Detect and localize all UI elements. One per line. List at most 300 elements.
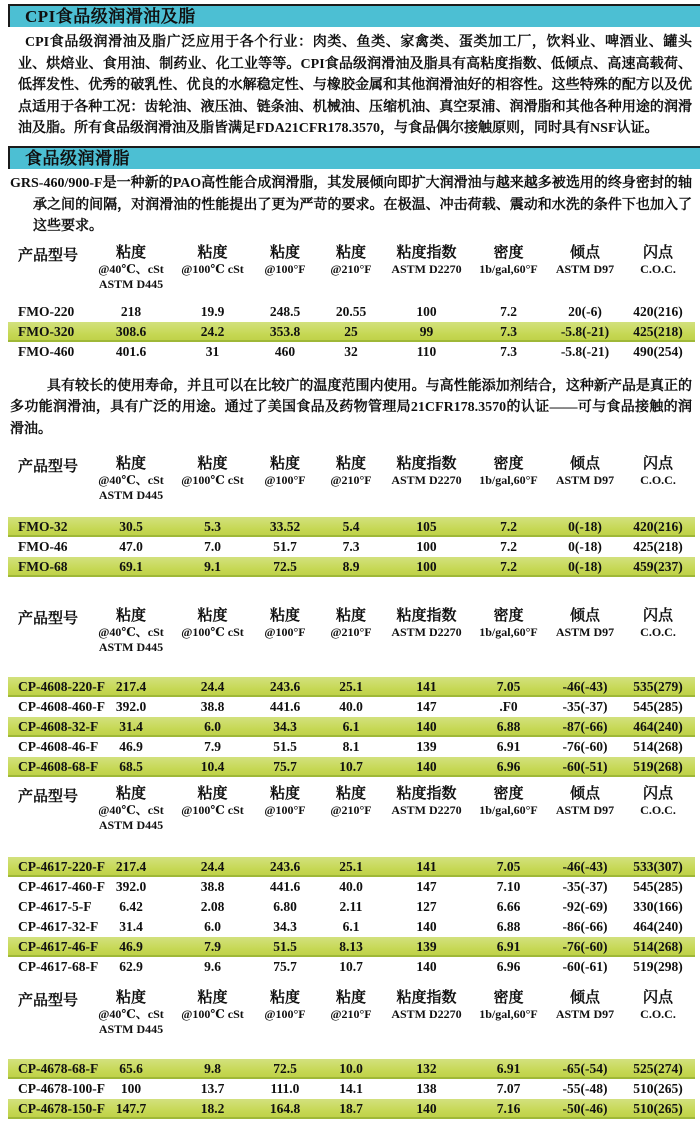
table-row [8,757,695,777]
column-header-line3: ASTM D445 [98,817,164,832]
value-cell: 62.9 [119,958,143,974]
value-cell: 139 [416,938,437,954]
value-cell: 164.8 [269,1100,301,1116]
column-header-line1: 密度 [493,785,524,802]
value-cell: 392.0 [115,878,147,894]
column-header-product: 产品型号 [18,458,79,475]
table-row [8,917,695,937]
column-header [385,785,468,833]
column-header-line1: 粘度 [197,455,228,472]
column-header-line1: 粘度 [197,244,228,261]
column-header-line2: @100°F [264,624,306,639]
column-header [468,607,549,655]
column-header [621,455,695,503]
value-cell: 31.4 [119,718,143,734]
table-body [8,302,695,362]
column-header-line1: 倾点 [569,244,600,261]
column-header-line1: 粘度 [335,455,366,472]
product-model-cell: CP-4608-220-F [18,678,105,694]
value-cell: 100 [416,303,437,319]
column-header-line1: 粘度 [197,989,228,1006]
column-header-line1: 粘度 [115,244,146,261]
column-header-line2: ASTM D97 [555,624,615,639]
value-cell: 51.5 [273,938,297,954]
column-header [317,455,385,503]
column-header-line1: 粘度 [269,244,300,261]
table-row [8,302,695,322]
column-header [90,455,172,503]
value-cell: 514(268) [633,938,683,954]
product-model-cell: FMO-320 [18,323,75,339]
value-cell: 7.3 [500,343,517,359]
table-row [8,537,695,557]
table-body [8,1059,695,1119]
column-header-product: 产品型号 [18,247,79,264]
column-header-line1: 闪点 [642,244,673,261]
value-cell: 105 [416,518,437,534]
column-header-line2: 1b/gal,60°F [479,472,538,487]
column-header-line2: C.O.C. [640,1006,676,1021]
value-cell: 0(-18) [568,518,602,534]
value-cell: 519(268) [633,758,683,774]
column-header [621,244,695,292]
value-cell: 140 [416,958,437,974]
value-cell: 100 [416,538,437,554]
table-header-row [8,244,695,292]
value-cell: 218 [120,303,142,319]
table-row [8,1099,695,1119]
value-cell: 147 [416,878,437,894]
value-cell: 6.42 [119,898,143,914]
value-cell: 7.16 [496,1100,521,1116]
column-header-line2: @100°F [264,472,306,487]
value-cell: 100 [416,558,437,574]
table-row [8,677,695,697]
column-header [317,785,385,833]
value-cell: -87(-66) [562,718,608,734]
value-cell: .F0 [499,698,518,714]
value-cell: 464(240) [633,718,683,734]
table-row [8,897,695,917]
value-cell: 420(216) [633,303,683,319]
column-header-product: 产品型号 [18,788,79,805]
column-header-line1: 粘度 [269,607,300,624]
column-header-line1: 闪点 [642,989,673,1006]
column-header [172,455,253,503]
column-header [253,607,317,655]
value-cell: 441.6 [269,878,301,894]
table-header-row [8,989,695,1037]
value-cell: 51.7 [273,538,297,554]
value-cell: -55(-48) [562,1080,608,1096]
spec-table-cp4608 [8,607,695,777]
column-header-line1: 倾点 [569,607,600,624]
column-header [549,785,621,833]
value-cell: 308.6 [115,323,147,339]
column-header-line1: 闪点 [642,607,673,624]
column-header-line2: C.O.C. [640,802,676,817]
value-cell: 6.91 [496,738,521,754]
value-cell: 8.13 [339,938,363,954]
value-cell: 30.5 [119,518,143,534]
value-cell: 10.4 [200,758,225,774]
value-cell: 420(216) [633,518,683,534]
value-cell: 18.2 [200,1100,225,1116]
column-header-line2: 1b/gal,60°F [479,261,538,276]
value-cell: 7.3 [500,323,517,339]
column-header-line2: ASTM D97 [555,802,615,817]
value-cell: 141 [416,678,437,694]
value-cell: 25.1 [339,858,363,874]
value-cell: 510(265) [633,1080,683,1096]
column-header-line2: @100°F [264,802,306,817]
column-header [549,244,621,292]
value-cell: 401.6 [115,343,147,359]
value-cell: 2.11 [339,898,363,914]
column-header-line2: @100℃ cSt [181,261,244,276]
column-header-line1: 粘度 [115,989,146,1006]
product-model-cell: CP-4617-5-F [18,898,92,914]
column-header [317,607,385,655]
table-row [8,1079,695,1099]
column-header-line2: ASTM D2270 [391,624,462,639]
table-header-row [8,455,695,503]
grease-intro-paragraph: GRS-460/900-F是一种新的PAO高性能合成润滑脂，其发展倾向即扩大润滑油与越来越多被选用的终身密封的轴承之间的间隔，对润滑油的性能提出了更为严苛的要求。在极温、冲击荷载、震动和水洗的条件下也加入了这些要求。 [10,175,692,235]
value-cell: 7.05 [496,678,521,694]
column-header-line1: 粘度 [115,607,146,624]
product-model-cell: CP-4617-32-F [18,918,99,934]
value-cell: 7.2 [500,538,517,554]
value-cell: 31 [205,343,220,359]
column-header-line1: 粘度 [269,989,300,1006]
column-header-line2: @100℃ cSt [181,624,244,639]
table-header-row [8,607,695,655]
value-cell: -60(-61) [562,958,608,974]
column-header-line2: @100℃ cSt [181,802,244,817]
value-cell: -35(-37) [562,698,608,714]
value-cell: 9.6 [204,958,221,974]
value-cell: 2.08 [200,898,225,914]
value-cell: 65.6 [119,1060,143,1076]
value-cell: 545(285) [633,698,683,714]
column-header [621,989,695,1037]
column-header-line2: @40℃、cSt [98,802,164,817]
column-header-line1: 粘度 [197,785,228,802]
value-cell: 6.0 [204,918,221,934]
value-cell: 7.9 [204,938,221,954]
column-header-line2: @100℃ cSt [181,472,244,487]
table-row [8,557,695,577]
value-cell: -76(-60) [562,938,608,954]
value-cell: 7.2 [500,558,517,574]
column-header [172,244,253,292]
product-model-cell: CP-4608-46-F [18,738,99,754]
value-cell: 7.9 [204,738,221,754]
value-cell: 6.0 [204,718,221,734]
value-cell: 69.1 [119,558,143,574]
product-model-cell: FMO-220 [18,303,75,319]
column-header [549,989,621,1037]
value-cell: 138 [416,1080,437,1096]
value-cell: 6.66 [496,898,521,914]
value-cell: 31.4 [119,918,143,934]
section-title-grease: 食品级润滑脂 [8,146,700,169]
value-cell: 441.6 [269,698,301,714]
value-cell: 68.5 [119,758,143,774]
value-cell: 8.9 [342,558,360,574]
column-header-line2: 1b/gal,60°F [479,802,538,817]
value-cell: 7.2 [500,518,517,534]
column-header [468,785,549,833]
column-header-line2: ASTM D2270 [391,1006,462,1021]
table-row [8,737,695,757]
value-cell: 18.7 [339,1100,363,1116]
value-cell: 459(237) [633,558,683,574]
value-cell: 24.2 [200,323,225,339]
column-header-line2: 1b/gal,60°F [479,1006,538,1021]
value-cell: -86(-66) [562,918,608,934]
column-header-line2: C.O.C. [640,472,676,487]
value-cell: -5.8(-21) [560,343,610,359]
value-cell: 140 [416,918,437,934]
value-cell: 464(240) [633,918,683,934]
column-header-line3: ASTM D445 [98,276,164,291]
column-header-line2: ASTM D2270 [391,261,462,276]
value-cell: 75.7 [273,758,297,774]
value-cell: 7.05 [496,858,521,874]
column-header [468,989,549,1037]
value-cell: 9.1 [204,558,221,574]
column-header [468,455,549,503]
column-header-line1: 粘度指数 [396,244,457,261]
value-cell: 46.9 [119,738,143,754]
column-header-line3: ASTM D445 [98,1021,164,1036]
product-model-cell: CP-4617-68-F [18,958,99,974]
value-cell: 13.7 [200,1080,225,1096]
value-cell: 6.1 [342,718,360,734]
column-header-line1: 粘度 [115,455,146,472]
value-cell: 6.1 [342,918,360,934]
column-header [621,607,695,655]
value-cell: 217.4 [115,678,147,694]
table-row [8,322,695,342]
product-model-cell: CP-4617-46-F [18,938,99,954]
value-cell: 425(218) [633,323,683,339]
value-cell: 32 [344,343,358,359]
fmo-note-paragraph: 具有较长的使用寿命，并且可以在比较广的温度范围内使用。与高性能添加剂结合，这种新产品是真正的多功能润滑油，具有广泛的用途。通过了美国食品及药物管理局21CFR178.3570的认证——可与食品接触的润滑油。 [10,378,692,437]
column-header-product: 产品型号 [18,610,79,627]
value-cell: 525(274) [633,1060,683,1076]
column-header-line2: 1b/gal,60°F [479,624,538,639]
value-cell: 38.8 [200,698,225,714]
value-cell: 10.7 [339,758,363,774]
value-cell: 132 [416,1060,437,1076]
column-header-line2: ASTM D97 [555,261,615,276]
column-header-line1: 粘度指数 [396,989,457,1006]
column-header-line2: @40℃、cSt [98,1006,164,1021]
column-header-line1: 粘度 [335,785,366,802]
table-body [8,857,695,977]
column-header [253,785,317,833]
value-cell: 19.9 [200,303,225,319]
value-cell: 46.9 [119,938,143,954]
value-cell: 0(-18) [568,558,602,574]
column-header [253,989,317,1037]
value-cell: 38.8 [200,878,225,894]
column-header-line2: @210°F [330,802,372,817]
table-header-row [8,785,695,833]
value-cell: 40.0 [339,698,363,714]
column-header-line1: 粘度 [335,989,366,1006]
column-header [172,989,253,1037]
value-cell: 6.91 [496,938,521,954]
column-header-line2: @40℃、cSt [98,261,164,276]
column-header [317,989,385,1037]
value-cell: 20.55 [335,303,367,319]
table-row [8,717,695,737]
value-cell: 6.96 [496,758,521,774]
value-cell: 7.0 [204,538,221,554]
value-cell: 110 [416,343,437,359]
value-cell: 34.3 [273,718,297,734]
column-header-line1: 粘度 [197,607,228,624]
column-header [253,455,317,503]
value-cell: 535(279) [633,678,683,694]
column-header [385,989,468,1037]
table-body [8,677,695,777]
value-cell: -35(-37) [562,878,608,894]
value-cell: 25.1 [339,678,363,694]
value-cell: 140 [416,718,437,734]
table-row [8,857,695,877]
product-model-cell: CP-4617-460-F [18,878,105,894]
value-cell: 5.4 [342,518,360,534]
spec-table-fmo-light [8,455,695,577]
column-header-line1: 倾点 [569,455,600,472]
value-cell: 139 [416,738,437,754]
section-title-oils: CPI食品级润滑油及脂 [8,4,700,27]
column-header-line1: 粘度 [335,607,366,624]
column-header-line1: 粘度指数 [396,607,457,624]
column-header-line2: ASTM D97 [555,1006,615,1021]
value-cell: 6.91 [496,1060,521,1076]
table-row [8,1059,695,1079]
value-cell: 25 [344,323,358,339]
column-header-line2: @100°F [264,1006,306,1021]
value-cell: 460 [274,343,296,359]
value-cell: 33.52 [269,518,301,534]
value-cell: 14.1 [339,1080,363,1096]
column-header-line1: 密度 [493,455,524,472]
value-cell: -46(-43) [562,858,608,874]
value-cell: 6.80 [273,898,297,914]
product-model-cell: CP-4608-32-F [18,718,99,734]
column-header [90,785,172,833]
column-header [385,607,468,655]
value-cell: 140 [416,1100,437,1116]
column-header [385,455,468,503]
column-header-line1: 倾点 [569,989,600,1006]
value-cell: 490(254) [633,343,683,359]
value-cell: 217.4 [115,858,147,874]
value-cell: 353.8 [269,323,301,339]
column-header [468,244,549,292]
product-model-cell: FMO-32 [18,518,68,534]
value-cell: 519(298) [633,958,683,974]
value-cell: -60(-51) [562,758,608,774]
value-cell: 140 [416,758,437,774]
value-cell: 6.88 [496,718,521,734]
value-cell: 392.0 [115,698,147,714]
value-cell: 533(307) [633,858,683,874]
value-cell: -46(-43) [562,678,608,694]
value-cell: 8.1 [342,738,360,754]
value-cell: 147 [416,698,437,714]
column-header-line1: 密度 [493,244,524,261]
column-header [90,989,172,1037]
column-header [549,607,621,655]
value-cell: 9.8 [204,1060,221,1076]
column-header [90,607,172,655]
value-cell: 243.6 [269,678,301,694]
column-header-line2: C.O.C. [640,261,676,276]
column-header [317,244,385,292]
spec-table-cp4678 [8,989,695,1119]
column-header-line2: @100°F [264,261,306,276]
column-header-line2: @40℃、cSt [98,624,164,639]
oils-intro-paragraph: CPI食品级润滑油及脂广泛应用于各个行业：肉类、鱼类、家禽类、蛋类加工厂，饮料业、啤酒业、罐头业、烘焙业、食用油、制药业、化工业等等。CPI食品级润滑油及脂具有高粘度指数、低倾点、高速高载荷、低挥发性、优秀的破乳性、优良的水解稳定性、与橡胶金属和其他润滑油好的相容性。这些特殊的配方以及优点适用于各种工况：齿轮油、液压油、链条油、机械油、压缩机油、真空泵浦、润滑脂和其他各种用途的润滑油及脂。所有食品级润滑油及脂皆满足FDA21CFR178.3570，与食品偶尔接触原则，同时具有NSF认证。 [18,35,692,137]
column-header-line3: ASTM D445 [98,639,164,654]
table-row [8,342,695,362]
value-cell: -65(-54) [562,1060,608,1076]
column-header-line3: ASTM D445 [98,487,164,502]
value-cell: 127 [416,898,437,914]
value-cell: 514(268) [633,738,683,754]
value-cell: -76(-60) [562,738,608,754]
product-model-cell: CP-4678-150-F [18,1100,105,1116]
spec-table-cp4617 [8,785,695,977]
column-header-line1: 粘度指数 [396,785,457,802]
value-cell: 0(-18) [568,538,602,554]
product-model-cell: FMO-68 [18,558,68,574]
column-header-line1: 粘度 [269,455,300,472]
table-row [8,517,695,537]
value-cell: 10.7 [339,958,363,974]
column-header-line1: 粘度 [269,785,300,802]
product-model-cell: CP-4617-220-F [18,858,105,874]
column-header [172,607,253,655]
value-cell: 545(285) [633,878,683,894]
value-cell: 7.07 [496,1080,521,1096]
value-cell: 510(265) [633,1100,683,1116]
column-header [549,455,621,503]
value-cell: 20(-6) [568,303,602,319]
product-model-cell: CP-4678-100-F [18,1080,105,1096]
value-cell: 141 [416,858,437,874]
column-header [253,244,317,292]
column-header-line2: ASTM D97 [555,472,615,487]
value-cell: -50(-46) [562,1100,608,1116]
column-header [90,244,172,292]
value-cell: 47.0 [119,538,143,554]
value-cell: 7.3 [342,538,360,554]
column-header-line1: 闪点 [642,785,673,802]
column-header-line1: 粘度 [115,785,146,802]
value-cell: 40.0 [339,878,363,894]
column-header-line1: 密度 [493,989,524,1006]
value-cell: 10.0 [339,1060,363,1076]
value-cell: 6.96 [496,958,521,974]
